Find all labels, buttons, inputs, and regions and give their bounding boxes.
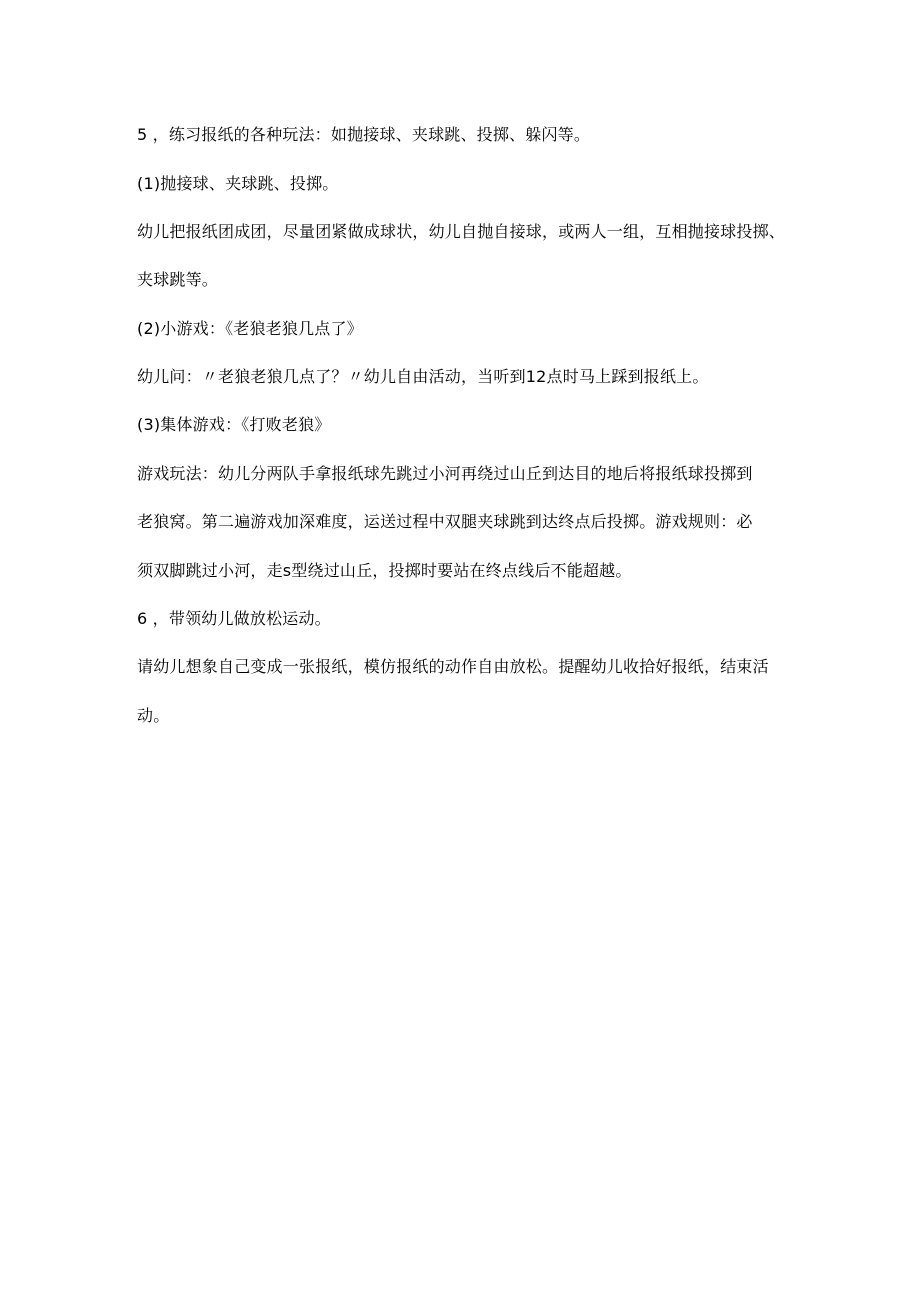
paragraph-4-line-2: 动。 — [137, 706, 170, 725]
paragraph-3-line-2: 老狼窝。第二遍游戏加深难度，运送过程中双腿夹球跳到达终点后投掷。游戏规则：必 — [137, 512, 753, 531]
paragraph-3-line-3: 须双脚跳过小河，走s型绕过山丘，投掷时要站在终点线后不能超越。 — [137, 561, 632, 580]
step-6-heading: 6 ，带领幼儿做放松运动。 — [137, 609, 331, 628]
step-5-heading: 5 ，练习报纸的各种玩法：如抛接球、夹球跳、投掷、躲闪等。 — [137, 125, 591, 144]
paragraph-1-line-1: 幼儿把报纸团成团，尽量团紧做成球状，幼儿自抛自接球，或两人一组，互相抛接球投掷、 — [137, 222, 786, 241]
paragraph-4-line-1: 请幼儿想象自己变成一张报纸，模仿报纸的动作自由放松。提醒幼儿收拾好报纸，结束活 — [137, 657, 769, 676]
paragraph-1-line-2: 夹球跳等。 — [137, 270, 219, 289]
paragraph-3-line-1: 游戏玩法：幼儿分两队手拿报纸球先跳过小河再绕过山丘到达目的地后将报纸球投掷到 — [137, 464, 753, 483]
subheading-1: (1)抛接球、夹球跳、投掷。 — [137, 174, 339, 193]
subheading-3: (3)集体游戏：《打败老狼》 — [137, 415, 331, 434]
paragraph-2-line-1: 幼儿问：〃老狼老狼几点了？〃幼儿自由活动，当听到12点时马上踩到报纸上。 — [137, 367, 709, 386]
subheading-2: (2)小游戏：《老狼老狼几点了》 — [137, 319, 363, 338]
